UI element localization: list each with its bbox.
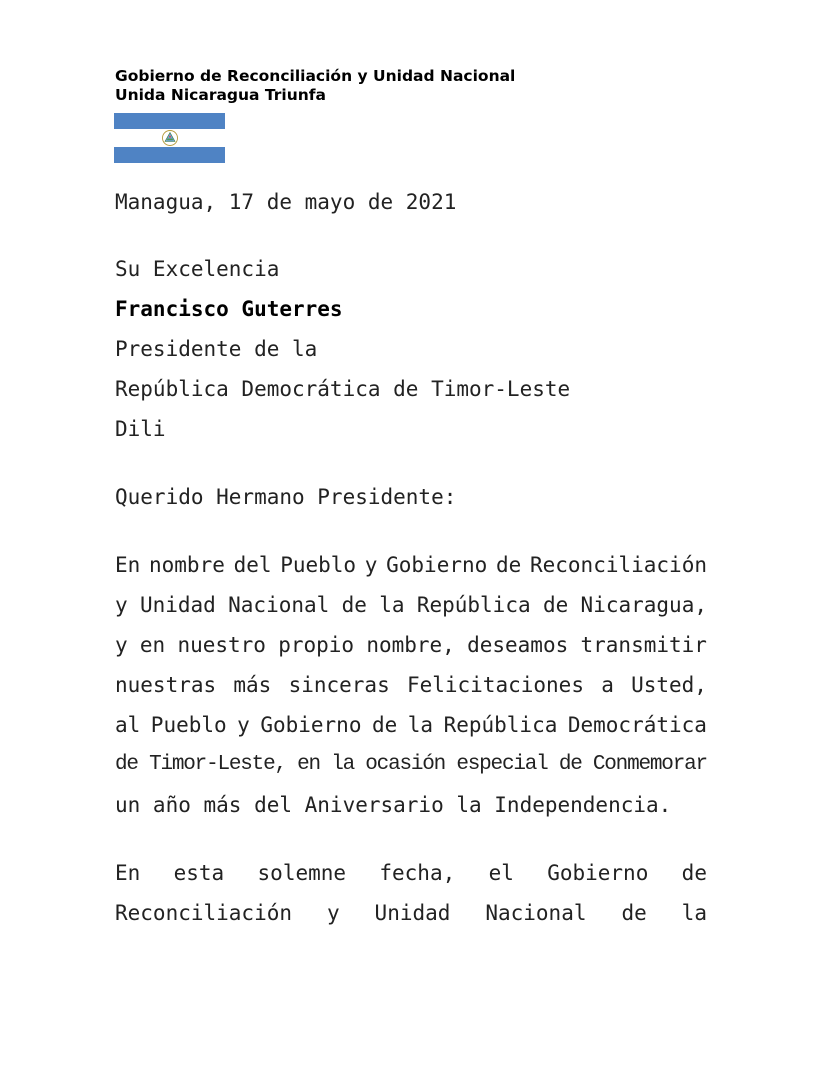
paragraph-1-line: [115, 585, 707, 625]
word: de: [341, 593, 367, 617]
recipient-title-line1: Presidente de la: [115, 337, 318, 361]
word: y: [237, 713, 250, 737]
word: transmitir: [580, 633, 707, 657]
word: En: [115, 553, 141, 577]
letterhead-slogan: Unida Nicaragua Triunfa: [115, 86, 327, 104]
flag-bottom-stripe: [114, 147, 225, 163]
word: nuestro: [177, 633, 266, 657]
word: y: [364, 553, 378, 577]
word: propio: [278, 633, 355, 657]
letterhead: [115, 67, 515, 105]
word: el: [488, 861, 514, 885]
paragraph-1-line: [115, 545, 707, 585]
paragraph-1-line: [115, 705, 707, 745]
word: de: [495, 553, 522, 577]
word: nuestras: [115, 673, 217, 697]
recipient-name: Francisco Guterres: [115, 297, 343, 321]
word: de: [115, 753, 138, 776]
word: de: [621, 901, 647, 925]
paragraph-2-line: [115, 853, 707, 893]
word: nombre: [149, 553, 225, 577]
word: En: [115, 861, 141, 885]
word: Reconciliación: [115, 901, 293, 925]
word: deseamos: [467, 633, 569, 657]
paragraph-1: [115, 545, 707, 825]
greeting: Querido Hermano Presidente:: [115, 485, 457, 509]
word: más: [233, 673, 272, 697]
word: Conmemorar: [592, 753, 707, 776]
word: de: [542, 593, 569, 617]
word: Pueblo: [150, 713, 227, 737]
word: en: [139, 633, 166, 657]
word: Felicitaciones: [406, 673, 584, 697]
word: solemne: [257, 861, 347, 885]
word: Unidad: [139, 593, 216, 617]
word: Usted,: [631, 673, 707, 697]
paragraph-1-line: [115, 745, 707, 785]
word: la: [681, 901, 707, 925]
paragraph-1-last-line: un año más del Aniversario la Independencia.: [115, 793, 672, 817]
word: Nicaragua,: [580, 593, 707, 617]
recipient-salutation: Su Excelencia: [115, 257, 280, 281]
paragraph-2: [115, 853, 707, 933]
word: Pueblo: [280, 553, 357, 577]
word: al: [115, 713, 141, 737]
word: de: [558, 753, 582, 776]
word: y: [115, 633, 128, 657]
recipient-city: Dili: [115, 417, 166, 441]
word: del: [233, 553, 272, 577]
paragraph-1-line: [115, 625, 707, 665]
nicaragua-coat-of-arms-icon: [161, 129, 179, 147]
word: Unidad: [374, 901, 451, 925]
word: ocasión: [365, 753, 446, 776]
word: Gobierno: [260, 713, 362, 737]
flag-top-stripe: [114, 113, 225, 129]
word: a: [601, 673, 614, 697]
letterhead-government-name: Gobierno de Reconciliación y Unidad Nacional: [115, 67, 516, 85]
word: Nacional: [485, 901, 587, 925]
word: de: [371, 713, 398, 737]
recipient-title-line2: República Democrática de Timor-Leste: [115, 377, 571, 401]
word: Reconciliación: [529, 553, 707, 577]
word: especial: [456, 753, 548, 776]
paragraph-2-line: [115, 893, 707, 933]
word: la: [379, 593, 405, 617]
word: la: [407, 713, 434, 737]
word: y: [326, 901, 340, 925]
word: de: [681, 861, 707, 885]
word: República: [443, 713, 558, 737]
word: en: [297, 753, 320, 776]
word: Gobierno: [386, 553, 488, 577]
word: esta: [173, 861, 225, 885]
word: fecha,: [379, 861, 456, 885]
word: nombre,: [366, 633, 455, 657]
word: República: [416, 593, 531, 617]
word: sinceras: [288, 673, 390, 697]
word: la: [331, 753, 355, 776]
date-line: Managua, 17 de mayo de 2021: [115, 190, 457, 214]
word: Gobierno: [547, 861, 649, 885]
word: Democrática: [567, 713, 707, 737]
word: Timor-Leste,: [149, 753, 286, 776]
word: y: [115, 593, 128, 617]
paragraph-1-line: [115, 665, 707, 705]
nicaragua-flag: [114, 113, 225, 163]
word: Nacional: [228, 593, 330, 617]
